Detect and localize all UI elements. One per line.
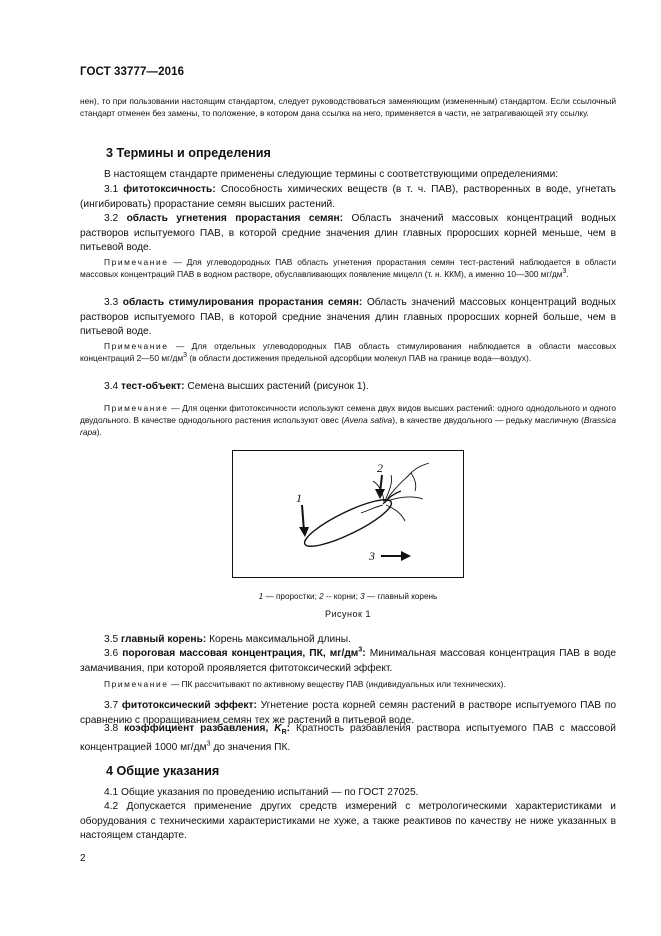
figure-1-caption: 1 — проростки; 2 -- корни; 3 — главный корень xyxy=(258,592,438,601)
seed-body xyxy=(300,492,396,554)
term-3-2-term: область угнетения прорастания семян: xyxy=(126,213,344,224)
term-3-4-term: тест-объект: xyxy=(121,381,185,392)
note-3-2: Примечание — Для углеводородных ПАВ область угнетения прорастания семян тест-растений наблюдается в области массовых концентраций ПАВ в водном растворе, обуславливающих появление мицелл (т. н. ККМ), а именно 10—300 $мг/дм^3$. xyxy=(80,257,617,280)
term-3-4 xyxy=(80,380,616,395)
note-3-4: Примечание — Для оценки фитотоксичности используют семена двух видов высших растений: одного однодольного и одного двудольного. В качестве однодольного растения используют овес (Avena sativa), в качестве двудольного — редьку масличную (Brassica rapa). xyxy=(80,403,616,438)
figure-label-1: 1 xyxy=(296,491,302,505)
section-4-heading: 4 Общие указания xyxy=(106,764,220,778)
figure-label-3: 3 xyxy=(369,549,375,563)
term-3-2-num: 3.2 xyxy=(104,213,119,224)
section-3-heading: 3 Термины и определения xyxy=(106,146,271,160)
term-3-7: 3.7 фитотоксический эффект: Угнетение роста корней семян растений в растворе испытуемого ПАВ по сравнению с проращиванием семян тех же растений в питьевой воде. xyxy=(80,700,616,726)
note-3-3-label: Примечание xyxy=(104,341,169,351)
figure-label-2: 2 xyxy=(377,461,383,475)
term-3-3 xyxy=(80,296,616,340)
note-3-2-label: Примечание xyxy=(104,257,169,267)
paragraph-4-2: 4.2 Допускается применение других средств измерений с метрологическими характеристиками и оборудования с техническими характеристиками не хуже, а также реактивов по качеству не ниже указанных в настоящем стандарте. xyxy=(80,801,616,841)
note-3-3: Примечание — Для отдельных углеводородных ПАВ область стимулирования наблюдается в области массовых концентраций 2—50 $мг/дм^3$ (в области достижения предельной адсорбции молекул ПАВ на границе вода—воздух). xyxy=(80,341,617,364)
term-3-1-num: 3.1 xyxy=(104,184,119,195)
term-3-5: 3.5 главный корень: Корень максимальной длины. xyxy=(104,634,351,645)
seed-drawing xyxy=(233,451,463,577)
figure-1-title: Рисунок 1 xyxy=(325,609,371,619)
note-3-4-label: Примечание xyxy=(104,403,169,413)
term-3-6: 3.6 пороговая массовая концентрация, ПК, $мг/дм^3$: Минимальная массовая концентрация ПАВ в воде замачивания, при которой проявляется фитотоксический эффект. xyxy=(80,646,616,674)
term-3-1-term: фитотоксичность: xyxy=(123,184,216,195)
term-3-3-def: Область значений массовых концентраций водных растворов испытуемого ПАВ, в которой средние значения длин главных проросших корней больше, чем в питьевой воде. xyxy=(80,297,616,337)
roots-shape xyxy=(361,463,429,521)
figure-1-seed-illustration xyxy=(232,450,464,578)
document-header: ГОСТ 33777—2016 xyxy=(80,66,185,78)
intro-paragraph: нен), то при пользовании настоящим стандартом, следует руководствоваться заменяющим (измененным) стандартом. Если ссылочный стандарт отменен без замены, то положение, в котором дана ссылка на него, применяется в части, не затрагивающей эту ссылку. xyxy=(80,96,616,119)
term-3-2 xyxy=(80,212,616,256)
note-3-6: Примечание — ПК рассчитывают по активному веществу ПАВ (индивидуальных или технических). xyxy=(104,679,506,689)
paragraph-4-1: 4.1 Общие указания по проведению испытаний — по ГОСТ 27025. xyxy=(104,787,419,798)
term-3-8: 3.8 коэффициент разбавления, $K_R$: Кратность разбавления раствора испытуемого ПАВ с массовой концентрацией 1000 $мг/дм^3$ до значения ПК. xyxy=(80,723,616,753)
term-3-3-term: область стимулирования прорастания семян: xyxy=(122,297,363,308)
term-3-1-def: Способность химических веществ (в т. ч. ПАВ), растворенных в воде, угнетать (ингибировать) прорастание семян высших растений. xyxy=(80,184,616,210)
term-3-1 xyxy=(80,183,616,212)
section-3-intro: В настоящем стандарте применены следующие термины с соответствующими определениями: xyxy=(104,169,559,180)
arrow-1-icon xyxy=(299,505,309,537)
term-3-4-def: Семена высших растений (рисунок 1). xyxy=(187,381,369,392)
arrow-3-icon xyxy=(381,551,411,561)
term-3-2-def: Область значений массовых концентраций водных растворов испытуемого ПАВ, в которой средние значения длин главных проросших корней меньше, чем в питьевой воде. xyxy=(80,213,616,253)
page-number: 2 xyxy=(80,853,86,864)
term-3-3-num: 3.3 xyxy=(104,297,119,308)
term-3-4-num: 3.4 xyxy=(104,381,119,392)
arrow-2-icon xyxy=(375,475,385,499)
